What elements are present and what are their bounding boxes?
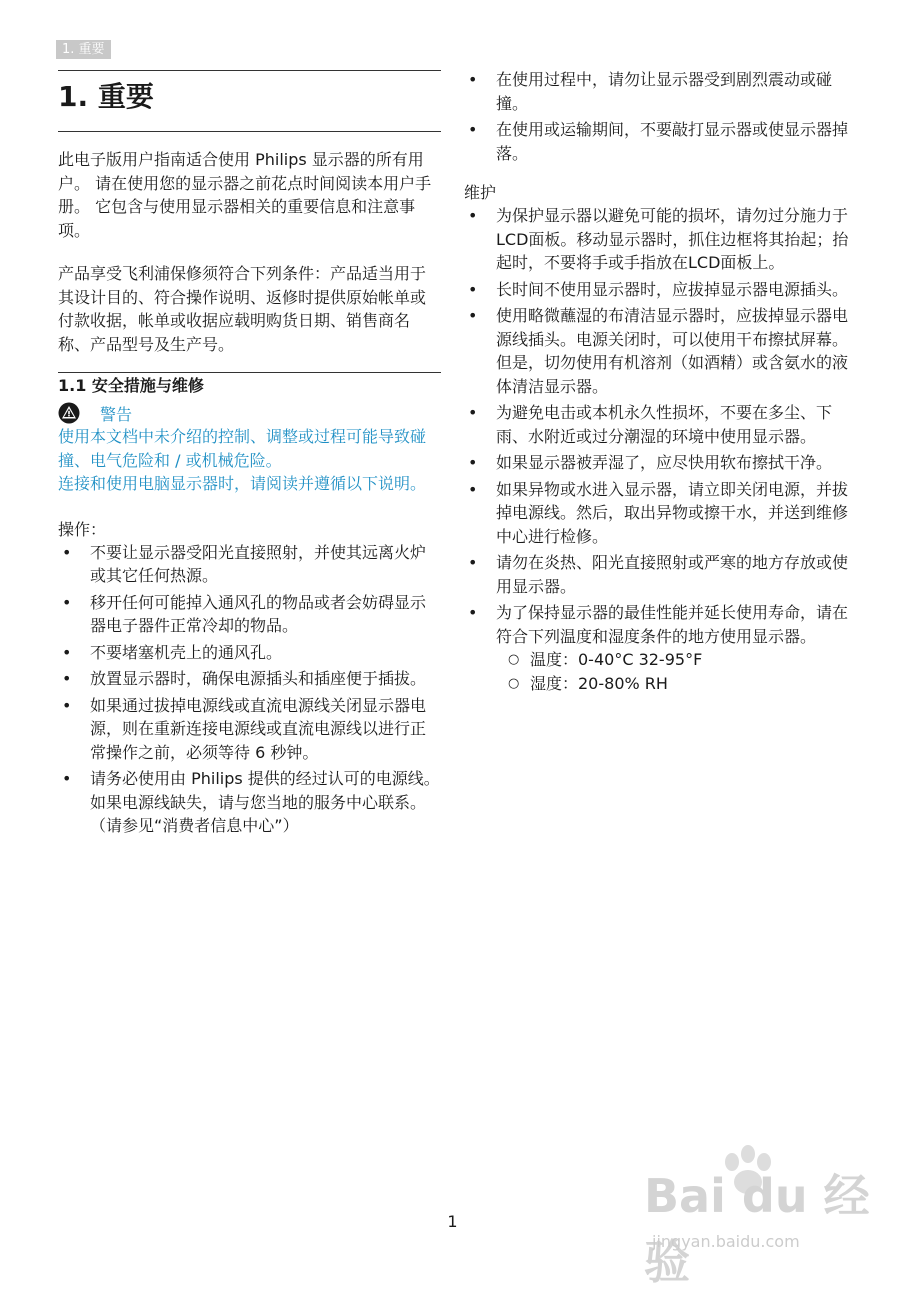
header-tab-label: 1. 重要 [56,40,111,59]
sub-list-item: ○ 湿度：20-80% RH [496,672,850,696]
left-column [58,70,441,841]
intro-paragraph-1: 此电子版用户指南适合使用 Philips 显示器的所有用户。 请在使用您的显示器之前花点时间阅读本用户手册。 它包含与使用显示器相关的重要信息和注意事项。 [58,150,432,240]
top-rule [58,70,441,71]
sub-list-item: ○ 温度：0-40°C 32-95°F [496,648,850,672]
baidu-watermark [640,1140,870,1289]
list-item: • 为避免电击或本机永久性损坏，不要在多尘、下雨、水附近或过分潮湿的环境中使用显示器。 [468,403,833,446]
bullet-icon: • [468,279,478,299]
watermark-url: jingyan.baidu.com [652,1232,800,1251]
bullet-icon: • [468,403,478,422]
section-title: 1.1 安全措施与维修 [58,376,204,395]
bullet-icon: • [62,669,72,688]
maintenance-list [464,204,850,695]
warning-label: 警告 [100,404,133,424]
maintenance-heading: 维护 [464,183,497,202]
bullet-icon: • [62,695,72,715]
bullet-icon: • [62,642,72,662]
list-item: • 不要堵塞机壳上的通风孔。 [58,641,441,665]
list-item: • 如果显示器被弄湿了，应尽快用软布擦拭干净。 [464,451,850,475]
list-item: • 放置显示器时，确保电源插头和插座便于插拔。 [58,667,441,691]
warning-triangle-icon [58,402,80,424]
intro-paragraph-2: 产品享受飞利浦保修须符合下列条件：产品适当用于其设计目的、符合操作说明、返修时提供原始帐单或付款收据，帐单或收据应载明购货日期、销售商名称、产品型号及生产号。 [58,264,427,354]
list-item: • 如果异物或水进入显示器，请立即关闭电源，并拔掉电源线。然后，取出异物或擦干水，并送到维修中心进行检修。 [468,479,849,546]
list-item: • 在使用或运输期间，不要敲打显示器或使显示器掉落。 [468,120,849,163]
bullet-icon: • [468,70,478,89]
page-number: 1 [447,1212,458,1231]
list-item: • 在使用过程中，请勿让显示器受到剧烈震动或碰撞。 [468,70,833,113]
bullet-icon: • [62,542,72,562]
right-column [464,68,850,698]
bullet-icon: • [468,306,478,325]
list-item: • 请勿在炎热、阳光直接照射或严寒的地方存放或使用显示器。 [468,553,849,596]
bullet-icon: • [468,479,478,499]
bullet-icon: • [468,603,478,622]
bullet-icon: • [468,453,478,472]
list-item: • 如果通过拔掉电源线或直流电源线关闭显示器电源，则在重新连接电源线或直流电源线以进行正常操作之前，必须等待 6 秒钟。 [62,695,427,762]
list-item: • 为了保持显示器的最佳性能并延长使用寿命，请在符合下列温度和湿度条件的地方使用显示器。 ○ 温度：0-40°C 32-95°F ○ 湿度：20-80% RH [464,601,850,695]
section-rule [58,372,441,373]
warning-paragraph-2: 连接和使用电脑显示器时，请阅读并遵循以下说明。 [58,474,427,493]
bullet-icon: • [62,592,72,612]
operation-list-continued [464,68,850,165]
warning-heading [58,401,441,425]
circle-bullet-icon: ○ [508,675,520,691]
watermark-brand: Bai du 经验 [644,1169,870,1289]
chapter-title: 1. 重要 [58,80,154,113]
bullet-icon: • [468,206,478,225]
condition-sublist [496,648,850,695]
operation-list [58,541,441,838]
circle-bullet-icon: ○ [508,652,520,667]
bullet-icon: • [62,769,72,788]
list-item: • 使用略微蘸湿的布清洁显示器时，应拔掉显示器电源线插头。电源关闭时，可以使用干布擦拭屏幕。但是，切勿使用有机溶剂（如酒精）或含氨水的液体清洁显示器。 [468,306,849,396]
title-rule [58,131,441,132]
bullet-icon: • [468,120,478,139]
operation-heading: 操作： [58,519,107,539]
list-item: • 长时间不使用显示器时，应拔掉显示器电源插头。 [464,278,850,302]
list-item: • 请务必使用由 Philips 提供的经过认可的电源线。如果电源线缺失，请与您当地的服务中心联系。（请参见“消费者信息中心”） [62,769,440,835]
list-item: • 为保护显示器以避免可能的损坏，请勿过分施力于LCD面板。移动显示器时，抓住边框将其抬起；抬起时，不要将手或手指放在LCD面板上。 [468,206,849,272]
warning-paragraph-1: 使用本文档中未介绍的控制、调整或过程可能导致碰撞、电气危险和 / 或机械危险。 [58,427,427,470]
list-item: • 不要让显示器受阳光直接照射，并使其远离火炉或其它任何热源。 [62,542,427,585]
bullet-icon: • [468,553,478,572]
list-item: • 移开任何可能掉入通风孔的物品或者会妨碍显示器电子器件正常冷却的物品。 [62,592,427,635]
